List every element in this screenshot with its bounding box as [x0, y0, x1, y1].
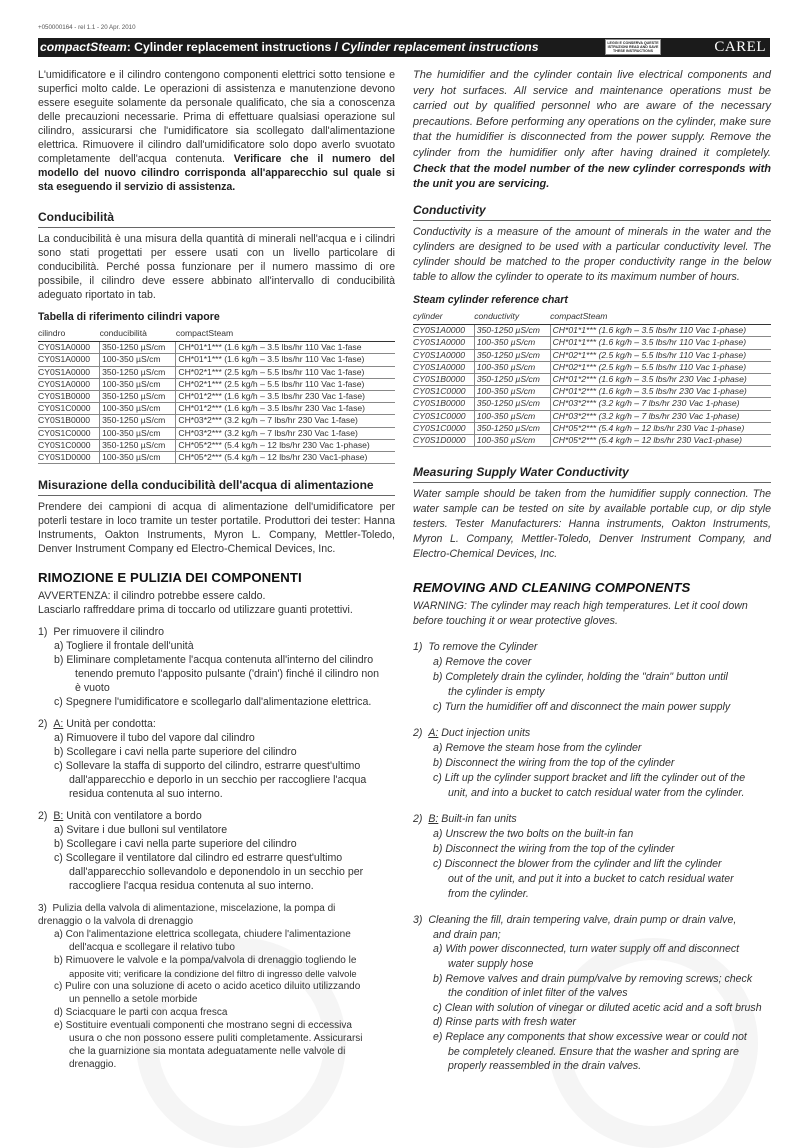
table-row — [38, 403, 395, 415]
list-item: c) Sollevare la staffa di supporto del cilindro, estrarre quest'ultimo — [54, 760, 361, 773]
table-cell: 100-350 µS/cm — [474, 386, 550, 398]
step-number: 2) — [413, 727, 423, 740]
list-item: a) Remove the steam hose from the cylinder — [433, 742, 642, 755]
warning-line-2-it: Lasciarlo raffreddare prima di toccarlo od utilizzare guanti protettivi. — [38, 604, 353, 617]
list-item: usura o che non possono essere puliti completamente. Assicurarsi — [69, 1033, 363, 1045]
table-cell: CY0S1C0000 — [38, 439, 100, 451]
step-title-cont: and drain pan; — [433, 928, 501, 941]
table-cell: 100-350 µS/cm — [100, 354, 176, 366]
step-2a-en — [413, 726, 771, 801]
table-cell: 100-350 µS/cm — [474, 410, 550, 422]
step-2a-it — [38, 717, 395, 801]
measuring-heading-it: Misurazione della conducibilità dell'acqua di alimentazione — [38, 478, 395, 496]
table-cell: CH*01*2*** (1.6 kg/h – 3.5 lbs/hr 230 Vac 1-phase) — [550, 374, 771, 386]
intro-text-en: The humidifier and the cylinder contain live electrical components and very hot surfaces. All service and maintenance operations must be carried out by qualified personnel who are aware of the necessary precautions. Before performing any operations on the cylinder, make sure that the humidifier is disconnected from the power supply. Remove the cylinder from the humidifier only after having drained it completely. — [413, 69, 771, 159]
title-prefix: compactSteam — [40, 40, 127, 54]
table-cell: 100-350 µS/cm — [100, 452, 176, 464]
table-header: conductivity — [474, 311, 550, 325]
measuring-text-en: Water sample should be taken from the humidifier supply connection. The water sample can be tested on site by available portable cup, or dip style testers. Tester Manufacturers: Hanna instruments, Oakton Instruments, Myron L. Company, Mettler-Toledo, Denver Instrument Company, and Electro-Chemical Devices, Inc. — [413, 488, 771, 561]
list-item: dall'apparecchio sollevandolo e deponendolo in un secchio per — [69, 866, 364, 879]
list-item: c) Spegnere l'umidificatore e scollegarlo dall'alimentazione elettrica. — [54, 696, 372, 709]
table-cell: CH*05*2*** (5.4 kg/h – 12 lbs/hr 230 Vac1-phase) — [176, 452, 395, 464]
title-separator: / — [331, 40, 342, 54]
table-row — [413, 374, 771, 386]
table-cell: 350-1250 µS/cm — [474, 325, 550, 337]
table-cell: 350-1250 µS/cm — [100, 391, 176, 403]
table-cell: CY0S1C0000 — [38, 403, 100, 415]
table-cell: 350-1250 µS/cm — [474, 398, 550, 410]
warning-en: WARNING: The cylinder may reach high temperatures. Let it cool down before touching it or wear protective gloves. — [413, 600, 748, 628]
table-cell: CH*03*2*** (3.2 kg/h – 7 lbs/hr 230 Vac 1-phase) — [550, 398, 771, 410]
table-cell: CH*03*2*** (3.2 kg/h – 7 lbs/hr 230 Vac 1-fase) — [176, 427, 395, 439]
table-cell: CY0S1D0000 — [413, 435, 474, 447]
table-row — [413, 435, 771, 447]
table-cell: CY0S1A0000 — [38, 366, 100, 378]
table-cell: 350-1250 µS/cm — [100, 415, 176, 427]
step-title: Per rimuovere il cilindro — [53, 626, 164, 639]
table-row — [413, 422, 771, 434]
intro-text-it: L'umidificatore e il cilindro contengono componenti elettrici sotto tensione e superfici molto calde. Le operazioni di assistenza e manutenzione devono essere eseguite solamente da personale qualificato, che sia a conoscenza delle precauzioni necessarie. Prima di effettuare qualsiasi operazione sul cilindro, assicurarsi che l'umidificatore sia scollegato dall'alimentazione elettrica. Rimuovere il cilindro dall'umidificatore solo dopo averlo svuotato completamente dell'acqua contenuta. — [38, 69, 395, 165]
list-item: d) Rinse parts with fresh water — [433, 1016, 577, 1029]
table-cell: CH*03*2*** (3.2 kg/h – 7 lbs/hr 230 Vac 1-phase) — [550, 410, 771, 422]
list-item: out of the unit, and put it into a bucket to catch residual water — [448, 873, 734, 886]
intro-paragraph-en — [413, 68, 771, 198]
table-cell: CY0S1B0000 — [38, 415, 100, 427]
conductivity-text-en: Conductivity is a measure of the amount of minerals in the water and the cylinders are designed to be used with a particular conductivity level. The cylinder should be matched to the proper conductivity range in the below table to allow the cylinder to operate to its maximum number of hours. — [413, 226, 771, 283]
table-cell: CY0S1A0000 — [413, 325, 474, 337]
step-1-it — [38, 625, 395, 709]
table-cell: CH*05*2*** (5.4 kg/h – 12 lbs/hr 230 Vac 1-phase) — [550, 422, 771, 434]
list-item: b) Eliminare completamente l'acqua contenuta all'interno del cilindro — [54, 654, 374, 667]
list-item: c) Clean with solution of vinegar or diluted acetic acid and a soft brush — [433, 1001, 762, 1014]
table-cell: CH*02*1*** (2.5 kg/h – 5.5 lbs/hr 110 Vac 1-phase) — [550, 361, 771, 373]
conductivity-heading-it: Conducibilità — [38, 210, 395, 228]
list-item: b) Disconnect the wiring from the top of the cylinder — [433, 843, 675, 856]
conductivity-heading-en: Conductivity — [413, 203, 771, 221]
step-title: To remove the Cylinder — [428, 641, 538, 654]
list-item: a) Togliere il frontale dell'unità — [54, 640, 194, 653]
intro-bold-en: Check that the model number of the new cylinder corresponds with the unit you are servicing. — [413, 162, 771, 191]
table-cell: CH*05*2*** (5.4 kg/h – 12 lbs/hr 230 Vac 1-phase) — [176, 439, 395, 451]
step-letter: A: — [428, 727, 439, 740]
list-item: a) Remove the cover — [433, 656, 532, 669]
table-cell: 350-1250 µS/cm — [100, 366, 176, 378]
step-title: Duct injection units — [438, 727, 531, 740]
table-cell: CY0S1C0000 — [413, 422, 474, 434]
table-row — [413, 398, 771, 410]
document-id: +050000164 - rel 1.1 - 20 Apr. 2010 — [38, 24, 136, 31]
title-it: : Cylinder replacement instructions — [126, 40, 332, 54]
list-item: a) Unscrew the two bolts on the built-in fan — [433, 828, 634, 841]
table-cell: 350-1250 µS/cm — [100, 439, 176, 451]
table-cell: CY0S1A0000 — [38, 354, 100, 366]
table-cell: 350-1250 µS/cm — [474, 349, 550, 361]
table-header: compactSteam — [176, 328, 395, 342]
table-cell: 100-350 µS/cm — [100, 378, 176, 390]
table-cell: 100-350 µS/cm — [100, 403, 176, 415]
step-letter: A: — [53, 718, 64, 731]
warning-box-text: LEGGI E CONSERVA QUESTE ISTRUZIONI READ AND SAVE THESE INSTRUCTIONS — [607, 41, 659, 53]
list-item: drenaggio. — [69, 1059, 117, 1071]
title-en: Cylinder replacement instructions — [341, 40, 539, 54]
table-row — [38, 439, 395, 451]
table-cell: CY0S1A0000 — [413, 349, 474, 361]
list-item: be completely cleaned. Ensure that the washer and spring are — [448, 1045, 739, 1058]
table-cell: CY0S1C0000 — [413, 410, 474, 422]
carel-logo: CAREL — [714, 39, 766, 55]
table-title-it: Tabella di riferimento cilindri vapore — [38, 311, 220, 323]
table-cell: CH*05*2*** (5.4 kg/h – 12 lbs/hr 230 Vac1-phase) — [550, 435, 771, 447]
cylinder-table-it — [38, 328, 395, 464]
list-item: tenendo premuto l'apposito pulsante ('drain') finché il cilindro non — [75, 668, 380, 681]
header-bar — [38, 38, 770, 57]
list-item: apposite viti; verificare la condizione del filtro di ingresso delle valvole — [69, 968, 357, 980]
step-title: Built-in fan units — [438, 813, 517, 826]
step-number: 2) — [38, 718, 48, 731]
step-3-en — [413, 913, 771, 1074]
list-item: unit, and into a bucket to catch residual water from the cylinder. — [448, 787, 745, 800]
table-cell: CH*01*1*** (1.6 kg/h – 3.5 lbs/hr 110 Vac 1-fase — [176, 342, 395, 354]
measuring-heading-en: Measuring Supply Water Conductivity — [413, 465, 771, 483]
list-item: residua contenuta al suo interno. — [69, 788, 223, 801]
table-cell: CY0S1B0000 — [38, 391, 100, 403]
table-header: cilindro — [38, 328, 100, 342]
step-number: 2) — [413, 813, 423, 826]
table-row — [413, 386, 771, 398]
table-row — [413, 337, 771, 349]
table-cell: 100-350 µS/cm — [474, 361, 550, 373]
list-item: c) Scollegare il ventilatore dal cilindro ed estrarre quest'ultimo — [54, 852, 343, 865]
table-row — [38, 427, 395, 439]
list-item: b) Rimuovere le valvole e la pompa/valvola di drenaggio togliendo le — [54, 955, 357, 967]
header-title — [40, 40, 539, 55]
step-number: 1) — [413, 641, 423, 654]
list-item: a) Rimuovere il tubo del vapore dal cilindro — [54, 732, 255, 745]
table-title-en: Steam cylinder reference chart — [413, 294, 568, 306]
table-cell: CH*02*1*** (2.5 kg/h – 5.5 lbs/hr 110 Vac 1-fase) — [176, 366, 395, 378]
step-2b-it — [38, 809, 395, 893]
step-title: Cleaning the fill, drain tempering valve, drain pump or drain valve, — [428, 914, 737, 927]
cylinder-table-en — [413, 311, 771, 447]
table-row — [38, 354, 395, 366]
table-cell: CH*01*1*** (1.6 kg/h – 3.5 lbs/hr 110 Vac 1-phase) — [550, 337, 771, 349]
english-column — [413, 68, 771, 1074]
list-item: un pennello a setole morbide — [69, 994, 198, 1006]
intro-paragraph-it — [38, 68, 395, 198]
table-header: conducibilità — [100, 328, 176, 342]
list-item: the condition of inlet filter of the valves — [448, 987, 628, 1000]
table-row — [38, 452, 395, 464]
table-row — [38, 391, 395, 403]
table-cell: CY0S1A0000 — [38, 342, 100, 354]
table-row — [38, 342, 395, 354]
list-item: b) Completely drain the cylinder, holding the "drain" button until — [433, 671, 728, 684]
list-item: b) Disconnect the wiring from the top of the cylinder — [433, 757, 675, 770]
table-row — [38, 415, 395, 427]
list-item: from the cylinder. — [448, 888, 529, 901]
step-title: Pulizia della valvola di alimentazione, miscelazione, la pompa di — [52, 903, 336, 915]
table-cell: 350-1250 µS/cm — [100, 342, 176, 354]
table-cell: CH*01*1*** (1.6 kg/h – 3.5 lbs/hr 110 Vac 1-fase) — [176, 354, 395, 366]
step-title-cont: drenaggio o la valvola di drenaggio — [38, 916, 194, 928]
table-cell: 350-1250 µS/cm — [474, 374, 550, 386]
list-item: b) Remove valves and drain pump/valve by removing screws; check — [433, 972, 753, 985]
list-item: raccogliere l'acqua residua contenuta al suo interno. — [69, 880, 314, 893]
step-1-en — [413, 640, 771, 715]
table-cell: CH*03*2*** (3.2 kg/h – 7 lbs/hr 230 Vac 1-fase) — [176, 415, 395, 427]
step-title: Unità con ventilatore a bordo — [63, 810, 202, 823]
table-cell: CH*01*2*** (1.6 kg/h – 3.5 lbs/hr 230 Vac 1-phase) — [550, 386, 771, 398]
table-cell: CH*01*1*** (1.6 kg/h – 3.5 lbs/hr 110 Vac 1-phase) — [550, 325, 771, 337]
list-item: a) With power disconnected, turn water supply off and disconnect — [433, 943, 740, 956]
table-cell: CY0S1B0000 — [413, 374, 474, 386]
list-item: b) Scollegare i cavi nella parte superiore del cilindro — [54, 838, 297, 851]
step-title: Unità per condotta: — [63, 718, 156, 731]
step-letter: B: — [53, 810, 64, 823]
table-cell: CY0S1B0000 — [413, 398, 474, 410]
list-item: dall'apparecchio e deporlo in un secchio per raccogliere l'acqua — [69, 774, 367, 787]
table-cell: CH*02*1*** (2.5 kg/h – 5.5 lbs/hr 110 Vac 1-fase) — [176, 378, 395, 390]
step-number: 3) — [38, 903, 47, 915]
measuring-text-it: Prendere dei campioni di acqua di alimentazione dell'umidificatore per poterli testare in loco tramite un tester portatile. Produttori dei tester: Hanna Instruments, Oakton Instruments, Myron L. Company, Mettler-Toledo, Denver Instrument Company ed Electro-Chemical Devices, Inc. — [38, 501, 395, 556]
step-number: 3) — [413, 914, 423, 927]
table-cell: 100-350 µS/cm — [100, 427, 176, 439]
table-row — [38, 366, 395, 378]
step-2b-en — [413, 812, 771, 902]
list-item: c) Pulire con una soluzione di aceto o acido acetico diluito utilizzando — [54, 981, 361, 993]
list-item: che la guarnizione sia montata adeguatamente nelle valvole di — [69, 1046, 346, 1058]
read-and-save-warning-box — [605, 39, 661, 55]
list-item: the cylinder is empty — [448, 686, 545, 699]
step-letter: B: — [428, 813, 439, 826]
list-item: properly reassembled in the drain valves. — [448, 1060, 642, 1073]
step-3-it — [38, 902, 395, 1071]
table-cell: CH*01*2*** (1.6 kg/h – 3.5 lbs/hr 230 Vac 1-fase) — [176, 403, 395, 415]
list-item: dell'acqua e scollegare il relativo tubo — [69, 942, 235, 954]
table-header: compactSteam — [550, 311, 771, 325]
conductivity-text-it: La conducibilità è una misura della quantità di minerali nell'acqua e i cilindri sono stati progettati per essere usati con un livello particolare di conducibilità. Perché possa funzionare per il numero massimo di ore possibile, il cilindro deve essere abbinato all'intervallo di conducibilità adeguato riportato in tab. — [38, 233, 395, 301]
table-cell: CY0S1C0000 — [413, 386, 474, 398]
table-row — [413, 325, 771, 337]
list-item: e) Replace any components that show excessive wear or could not — [433, 1030, 747, 1043]
table-cell: CY0S1C0000 — [38, 427, 100, 439]
table-cell: 100-350 µS/cm — [474, 337, 550, 349]
list-item: d) Sciacquare le parti con acqua fresca — [54, 1007, 228, 1019]
table-cell: CH*02*1*** (2.5 kg/h – 5.5 lbs/hr 110 Vac 1-phase) — [550, 349, 771, 361]
table-header: cylinder — [413, 311, 474, 325]
table-cell: CY0S1D0000 — [38, 452, 100, 464]
table-cell: CY0S1A0000 — [413, 361, 474, 373]
table-cell: CY0S1A0000 — [38, 378, 100, 390]
table-cell: CH*01*2*** (1.6 kg/h – 3.5 lbs/hr 230 Vac 1-fase) — [176, 391, 395, 403]
list-item: e) Sostituire eventuali componenti che mostrano segni di eccessiva — [54, 1020, 352, 1032]
list-item: b) Scollegare i cavi nella parte superiore del cilindro — [54, 746, 297, 759]
list-item: a) Con l'alimentazione elettrica scollegata, chiudere l'alimentazione — [54, 929, 351, 941]
list-item: a) Svitare i due bulloni sul ventilatore — [54, 824, 228, 837]
intro-bold-it: Verificare che il numero del modello del nuovo cilindro corrisponda all'apparecchio sul quale si sta eseguendo il servizio di assistenza. — [38, 153, 395, 193]
list-item: c) Lift up the cylinder support bracket and lift the cylinder out of the — [433, 772, 746, 785]
removing-heading-en: REMOVING AND CLEANING COMPONENTS — [413, 580, 691, 596]
italian-column — [38, 68, 395, 1071]
list-item: è vuoto — [75, 682, 110, 695]
warning-line-1-it: AVVERTENZA: il cilindro potrebbe essere caldo. — [38, 590, 266, 603]
removing-heading-it: RIMOZIONE E PULIZIA DEI COMPONENTI — [38, 570, 302, 586]
step-number: 2) — [38, 810, 48, 823]
list-item: c) Disconnect the blower from the cylinder and lift the cylinder — [433, 858, 722, 871]
table-row — [413, 349, 771, 361]
table-cell: 350-1250 µS/cm — [474, 422, 550, 434]
table-row — [38, 378, 395, 390]
list-item: water supply hose — [448, 958, 534, 971]
list-item: c) Turn the humidifier off and disconnect the main power supply — [433, 701, 731, 714]
table-cell: CY0S1A0000 — [413, 337, 474, 349]
table-row — [413, 410, 771, 422]
table-cell: 100-350 µS/cm — [474, 435, 550, 447]
step-number: 1) — [38, 626, 48, 639]
table-row — [413, 361, 771, 373]
